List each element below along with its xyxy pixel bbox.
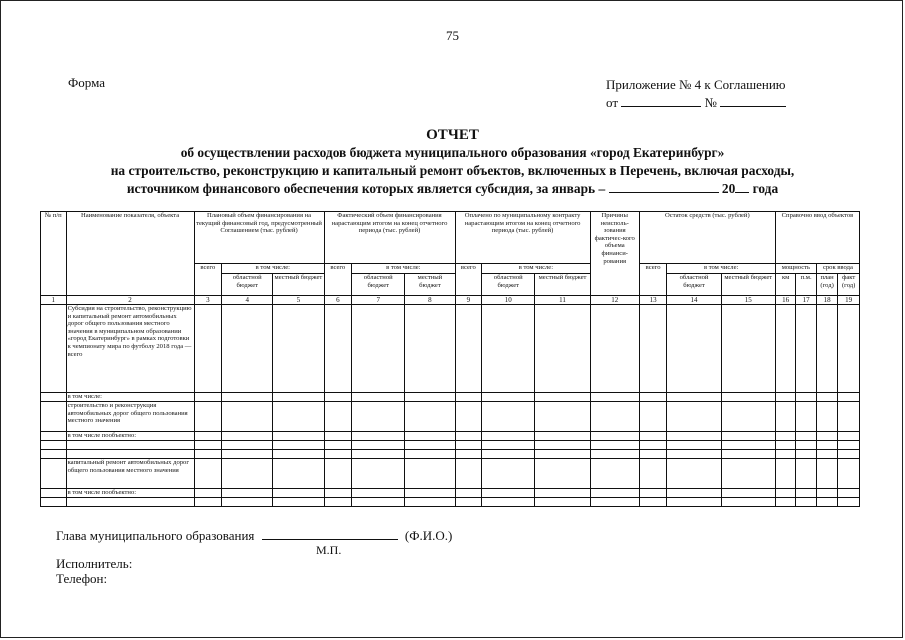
row-capital-repair-label: капитальный ремонт автомобильных дорог общего пользования местного значения	[66, 459, 194, 489]
table-row	[41, 498, 860, 507]
column-number: 14	[667, 296, 721, 305]
table-cell	[816, 459, 837, 489]
table-cell	[482, 393, 535, 402]
column-number: 17	[796, 296, 816, 305]
column-number: 5	[273, 296, 324, 305]
table-cell	[639, 489, 667, 498]
table-cell	[639, 441, 667, 450]
table-row	[41, 432, 860, 441]
table-cell	[775, 432, 795, 441]
table-cell	[194, 450, 222, 459]
table-cell	[535, 459, 590, 489]
year-suffix: года	[752, 181, 779, 196]
table-cell	[405, 441, 455, 450]
paid-incl: в том числе:	[482, 264, 591, 274]
head-signature-blank	[262, 527, 398, 540]
table-cell	[796, 450, 816, 459]
report-table	[40, 211, 860, 507]
table-cell	[667, 441, 721, 450]
table-cell	[324, 402, 352, 432]
column-number: 19	[838, 296, 860, 305]
column-number: 6	[324, 296, 352, 305]
table-row	[41, 441, 860, 450]
month-blank	[609, 180, 719, 193]
row-subsidy-label: Субсидия на строительство, реконструкцию и капитальный ремонт автомобильных дорог общего пользования местного значения в муниципальном образовании «город Екатеринбург» в рамках подготовки к чемпионату мира по футболу 2018 года — всего	[66, 305, 194, 393]
table-cell	[590, 459, 639, 489]
table-cell	[639, 450, 667, 459]
header-balance: Остаток средств (тыс. рублей)	[639, 212, 775, 264]
table-cell	[273, 489, 324, 498]
appendix-number-label: №	[704, 95, 717, 110]
column-number: 9	[455, 296, 482, 305]
table-cell	[194, 393, 222, 402]
table-cell	[667, 432, 721, 441]
table-cell	[405, 450, 455, 459]
table-row	[41, 402, 860, 432]
deadline-fact: факт (год)	[838, 274, 860, 296]
table-cell	[273, 498, 324, 507]
table-cell	[405, 489, 455, 498]
phone-label: Телефон:	[56, 571, 108, 586]
table-cell	[590, 450, 639, 459]
column-number: 16	[775, 296, 795, 305]
table-cell	[590, 402, 639, 432]
table-cell	[796, 305, 816, 393]
table-cell	[535, 402, 590, 432]
table-cell	[667, 489, 721, 498]
appendix-date-line	[606, 94, 786, 112]
balance-local: местный бюджет	[721, 274, 775, 296]
table-cell	[194, 432, 222, 441]
header-num: № п/п	[41, 212, 67, 296]
balance-regional: областной бюджет	[667, 274, 721, 296]
table-cell	[455, 450, 482, 459]
table-cell	[535, 305, 590, 393]
capacity-pm: п.м.	[796, 274, 816, 296]
table-cell	[796, 402, 816, 432]
table-cell	[775, 305, 795, 393]
appendix-number-blank	[720, 94, 786, 107]
table-cell	[222, 402, 273, 432]
table-cell	[352, 498, 405, 507]
table-cell	[482, 489, 535, 498]
table-cell	[455, 432, 482, 441]
year-prefix: 20	[721, 181, 736, 196]
table-cell	[816, 432, 837, 441]
table-cell	[194, 305, 222, 393]
table-cell	[535, 450, 590, 459]
table-cell	[455, 402, 482, 432]
table-cell	[222, 432, 273, 441]
table-cell	[721, 393, 775, 402]
capacity-km: км	[775, 274, 795, 296]
table-cell	[667, 402, 721, 432]
header-name: Наименование показателя, объекта	[66, 212, 194, 296]
table-cell	[667, 459, 721, 489]
paid-local: местный бюджет	[535, 274, 590, 296]
deadline: срок ввода	[816, 264, 859, 274]
column-number: 18	[816, 296, 837, 305]
table-cell	[324, 432, 352, 441]
table-cell	[535, 441, 590, 450]
row-incl-label: в том числе:	[66, 393, 194, 402]
table-cell	[482, 432, 535, 441]
table-cell	[352, 450, 405, 459]
table-cell	[816, 489, 837, 498]
table-cell	[482, 402, 535, 432]
appendix-from-label: от	[606, 95, 619, 110]
stamp-label: М.П.	[316, 543, 342, 557]
table-cell	[194, 459, 222, 489]
column-number: 11	[535, 296, 590, 305]
table-row	[41, 393, 860, 402]
table-cell	[639, 498, 667, 507]
column-number: 4	[222, 296, 273, 305]
fact-regional: областной бюджет	[352, 274, 405, 296]
table-cell	[222, 305, 273, 393]
table-cell	[639, 393, 667, 402]
table-cell	[535, 432, 590, 441]
column-number-row	[41, 296, 860, 305]
table-cell	[535, 489, 590, 498]
paid-total: всего	[455, 264, 482, 296]
table-cell	[796, 459, 816, 489]
table-cell	[775, 459, 795, 489]
table-cell	[273, 402, 324, 432]
column-number: 7	[352, 296, 405, 305]
table-cell	[816, 450, 837, 459]
table-cell	[590, 432, 639, 441]
table-cell	[838, 432, 860, 441]
table-cell	[222, 459, 273, 489]
title-line-3: на строительство, реконструкцию и капитальный ремонт объектов, включенных в Перечень, включая расходы,	[110, 163, 795, 178]
table-cell	[352, 459, 405, 489]
table-cell	[667, 450, 721, 459]
head-signature-line	[56, 527, 452, 544]
header-fact: Фактический объем финансирования нарастающим итогом на конец отчетного периода (тыс. рублей)	[324, 212, 455, 264]
table-cell	[324, 459, 352, 489]
column-number: 3	[194, 296, 222, 305]
table-cell	[775, 441, 795, 450]
table-cell	[455, 498, 482, 507]
table-cell	[405, 402, 455, 432]
table-cell	[405, 432, 455, 441]
table-row	[41, 489, 860, 498]
table-cell	[324, 498, 352, 507]
table-cell	[273, 459, 324, 489]
table-cell	[222, 450, 273, 459]
table-cell	[796, 432, 816, 441]
table-cell	[667, 305, 721, 393]
table-cell	[222, 498, 273, 507]
table-cell	[816, 402, 837, 432]
table-cell	[273, 450, 324, 459]
table-cell	[352, 393, 405, 402]
table-cell	[352, 432, 405, 441]
table-cell	[838, 441, 860, 450]
table-cell	[455, 305, 482, 393]
table-cell	[775, 393, 795, 402]
table-cell	[194, 402, 222, 432]
table-cell	[535, 393, 590, 402]
table-cell	[816, 441, 837, 450]
fact-local: местный бюджет	[405, 274, 455, 296]
table-cell	[838, 305, 860, 393]
table-cell	[775, 450, 795, 459]
plan-regional: областной бюджет	[222, 274, 273, 296]
appendix-date-blank	[621, 94, 701, 107]
column-number: 13	[639, 296, 667, 305]
table-cell	[775, 498, 795, 507]
page-number: 75	[446, 28, 459, 43]
balance-total: всего	[639, 264, 667, 296]
table-cell	[405, 459, 455, 489]
executor-label: Исполнитель:	[56, 556, 133, 571]
table-cell	[590, 393, 639, 402]
table-cell	[194, 441, 222, 450]
table-cell	[816, 498, 837, 507]
table-cell	[352, 305, 405, 393]
table-cell	[405, 498, 455, 507]
plan-total: всего	[194, 264, 222, 296]
column-number: 1	[41, 296, 67, 305]
appendix-block	[606, 76, 786, 112]
table-cell	[590, 489, 639, 498]
table-cell	[816, 305, 837, 393]
table-cell	[352, 441, 405, 450]
table-cell	[796, 498, 816, 507]
plan-incl: в том числе:	[222, 264, 324, 274]
table-cell	[324, 393, 352, 402]
table-cell	[405, 393, 455, 402]
table-cell	[667, 393, 721, 402]
table-cell	[721, 459, 775, 489]
header-reasons: Причины неисполь-зования фактичес-кого объема финанси-рования	[590, 212, 639, 296]
title-line-2: об осуществлении расходов бюджета муниципального образования «город Екатеринбург»	[180, 145, 725, 160]
table-cell	[721, 432, 775, 441]
table-cell	[796, 489, 816, 498]
table-cell	[838, 489, 860, 498]
table-cell	[324, 450, 352, 459]
table-cell	[590, 441, 639, 450]
deadline-plan: план (год)	[816, 274, 837, 296]
year-blank	[735, 180, 749, 193]
table-cell	[273, 305, 324, 393]
column-number: 2	[66, 296, 194, 305]
table-cell	[796, 393, 816, 402]
table-cell	[838, 393, 860, 402]
fact-incl: в том числе:	[352, 264, 455, 274]
table-cell	[482, 498, 535, 507]
table-row	[41, 450, 860, 459]
column-number: 12	[590, 296, 639, 305]
row-incl-objects-1-label: в том числе пообъектно:	[66, 432, 194, 441]
title-line-4-text: источником финансового обеспечения которых является субсидия, за январь –	[126, 181, 606, 196]
table-cell	[482, 459, 535, 489]
head-label: Глава муниципального образования	[56, 528, 255, 543]
table-cell	[273, 393, 324, 402]
table-cell	[324, 489, 352, 498]
table-cell	[721, 450, 775, 459]
table-cell	[590, 498, 639, 507]
table-cell	[838, 459, 860, 489]
table-cell	[639, 432, 667, 441]
table-cell	[721, 441, 775, 450]
column-number: 8	[405, 296, 455, 305]
table-cell	[324, 305, 352, 393]
table-cell	[816, 393, 837, 402]
table-cell	[535, 498, 590, 507]
table-cell	[775, 489, 795, 498]
title-line-4	[40, 180, 865, 198]
table-cell	[405, 305, 455, 393]
paid-regional: областной бюджет	[482, 274, 535, 296]
table-cell	[455, 393, 482, 402]
table-cell	[721, 498, 775, 507]
table-cell	[775, 402, 795, 432]
balance-incl: в том числе:	[667, 264, 776, 274]
report-title	[40, 126, 865, 198]
table-cell	[194, 498, 222, 507]
table-row	[41, 459, 860, 489]
form-label: Форма	[68, 75, 105, 90]
table-cell	[721, 305, 775, 393]
table-cell	[838, 450, 860, 459]
table-cell	[222, 441, 273, 450]
table-cell	[590, 305, 639, 393]
table-cell	[273, 432, 324, 441]
capacity: мощность	[775, 264, 816, 274]
table-cell	[352, 402, 405, 432]
row-construction-label: строительство и реконструкция автомобильных дорог общего пользования местного значения	[66, 402, 194, 432]
table-cell	[194, 489, 222, 498]
table-cell	[455, 441, 482, 450]
table-cell	[455, 459, 482, 489]
table-cell	[796, 441, 816, 450]
table-cell	[667, 498, 721, 507]
header-reference: Справочно ввод объектов	[775, 212, 859, 264]
table-cell	[482, 450, 535, 459]
table-cell	[482, 441, 535, 450]
table-cell	[273, 441, 324, 450]
table-cell	[222, 489, 273, 498]
fact-total: всего	[324, 264, 352, 296]
table-cell	[639, 305, 667, 393]
table-cell	[721, 489, 775, 498]
row-incl-objects-2-label: в том числе пообъектно:	[66, 489, 194, 498]
table-cell	[721, 402, 775, 432]
appendix-title: Приложение № 4 к Соглашению	[606, 77, 786, 92]
table-cell	[222, 393, 273, 402]
header-plan: Плановый объем финансирования на текущий финансовый год, предусмотренный Соглашением (тыс. рублей)	[194, 212, 324, 264]
table-cell	[639, 402, 667, 432]
table-cell	[639, 459, 667, 489]
fio-label: (Ф.И.О.)	[404, 528, 453, 543]
column-number: 10	[482, 296, 535, 305]
table-cell	[455, 489, 482, 498]
title-line-1: ОТЧЕТ	[426, 127, 479, 143]
header-paid: Оплачено по муниципальному контракту нарастающим итогом на конец отчетного периода (тыс. рублей)	[455, 212, 590, 264]
table-cell	[838, 402, 860, 432]
table-row	[41, 305, 860, 393]
table-cell	[352, 489, 405, 498]
column-number: 15	[721, 296, 775, 305]
table-cell	[324, 441, 352, 450]
table-cell	[482, 305, 535, 393]
table-cell	[838, 498, 860, 507]
plan-local: местный бюджет	[273, 274, 324, 296]
